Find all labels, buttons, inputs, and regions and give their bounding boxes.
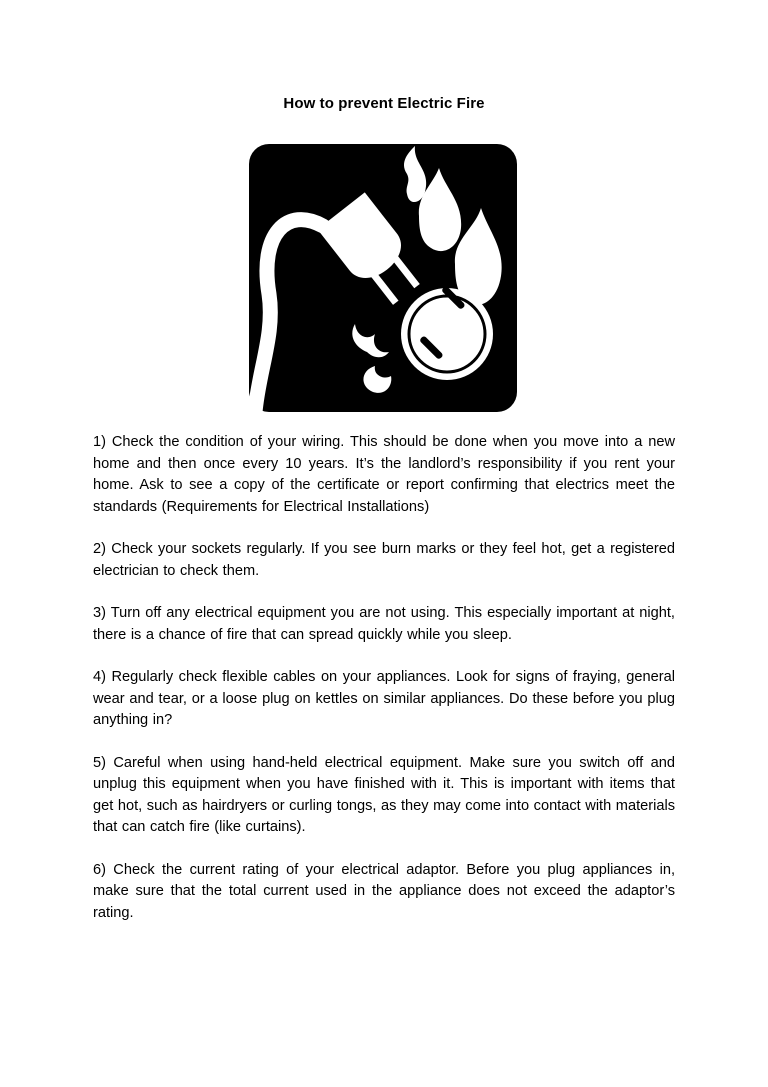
tip-paragraph: 2) Check your sockets regularly. If you see burn marks or they feel hot, get a registered electrician to check them. — [93, 541, 675, 579]
tips-list — [93, 432, 675, 945]
tip-paragraph: 3) Turn off any electrical equipment you are not using. This especially important at night, there is a chance of fire that can spread quickly while you sleep. — [93, 605, 675, 643]
tip-paragraph: 4) Regularly check flexible cables on your appliances. Look for signs of fraying, general wear and tear, or a loose plug on kettles on similar appliances. Do these before you plug anything in? — [93, 669, 675, 728]
electric-plug-fire-icon — [249, 144, 517, 412]
page-title: How to prevent Electric Fire — [283, 95, 485, 112]
tip-paragraph: 1) Check the condition of your wiring. This should be done when you move into a new home and then once every 10 years. It’s the landlord’s responsibility if you rent your home. Ask to see a copy of the certificate or report confirming that electrics meet the standards (Requirements for Electrical Installations) — [93, 434, 675, 515]
tip-paragraph: 6) Check the current rating of your electrical adaptor. Before you plug appliances in, make sure that the total current used in the appliance does not exceed the adaptor’s rating. — [93, 861, 675, 921]
tip-paragraph: 5) Careful when using hand-held electrical equipment. Make sure you switch off and unplug this equipment when you have finished with it. This is important with items that get hot, such as hairdryers or curling tongs, as they may come into contact with materials that can catch fire (like curtains). — [93, 754, 675, 835]
